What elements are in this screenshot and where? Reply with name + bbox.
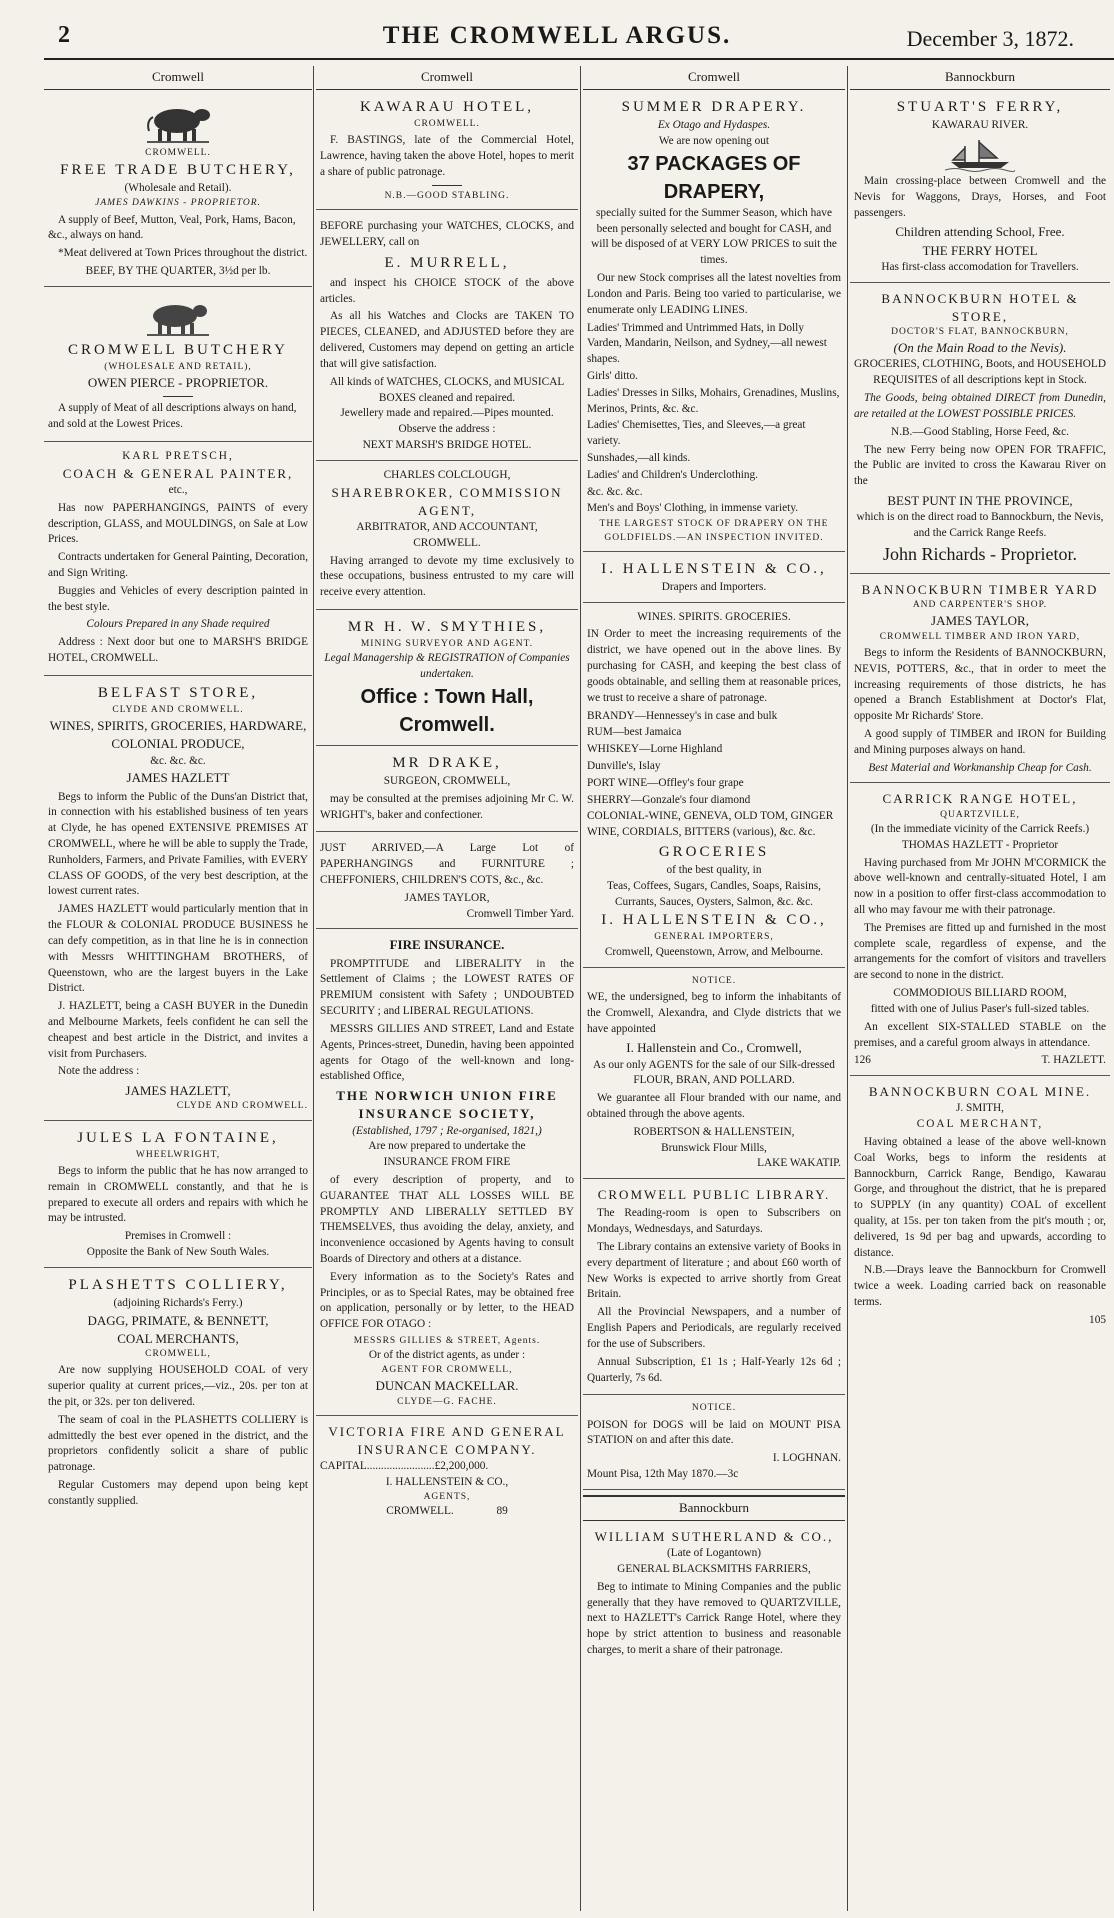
list-item: Sunshades,—all kinds. — [587, 452, 691, 464]
ad-title-2: ARBITRATOR, AND ACCOUNTANT, — [356, 520, 538, 533]
ad-free-trade-butchery — [44, 95, 312, 287]
ad-bannockburn-hotel — [850, 288, 1110, 574]
ad-agent: I. HALLENSTEIN & CO., — [385, 1476, 509, 1489]
ad-etc: &c. &c. &c. — [150, 754, 206, 767]
ad-name: J. SMITH, — [955, 1102, 1005, 1115]
notice-date: Mount Pisa, 12th May 1870.—3c — [587, 1468, 739, 1481]
list-item: SHERRY—Gonzale's four diamond — [587, 793, 751, 806]
ad-sutherland — [583, 1526, 845, 1667]
ad-title: BELFAST STORE, — [97, 684, 259, 701]
ad-title: FIRE INSURANCE. — [389, 937, 505, 953]
masthead — [0, 0, 1114, 58]
ship-illustration-icon — [945, 136, 1015, 172]
norwich-p2: of every description of property, and to GUARANTEE THAT ALL LOSSES WILL BE PROMPTLY AND LIBERALLY SETTLED BY THEMSELVES, thus avoiding the delay, anxiety, and inconvenience occasioned by Agents having to consult Boards of Directory and others at a distance. — [320, 1173, 574, 1266]
ad-hallenstein-drapers — [583, 557, 845, 603]
ad-italic: Best Material and Workmanship Cheap for Cash. — [868, 761, 1092, 774]
punt-line: BEST PUNT IN THE PROVINCE, — [887, 492, 1073, 508]
ad-signature-sub: CLYDE AND CROMWELL. — [176, 1101, 308, 1112]
ad-plashetts-colliery — [44, 1273, 312, 1518]
column-divider — [313, 66, 314, 1911]
library-p2: The Library contains an extensive variety of Books in every department of literature ; and about £60 worth of New Works is expected to arrive shortly from Great Britain. — [587, 1241, 841, 1301]
page-number: 2 — [58, 22, 70, 48]
ad-paragraph-2: Our new Stock comprises all the latest novelties from London and Paris. Being too varied to particularise, we enumerate only LEADING LINES. — [587, 272, 841, 316]
ad-subtitle: (WHOLESALE AND RETAIL), — [104, 361, 252, 372]
ad-cromwell-butchery — [44, 292, 312, 442]
ad-trade: COAL MERCHANT, — [916, 1118, 1044, 1131]
ad-title: CROMWELL PUBLIC LIBRARY. — [597, 1187, 831, 1203]
groceries-title: GROCERIES — [658, 844, 770, 861]
ad-place: CROMWELL. — [413, 536, 481, 549]
ad-etc: etc., — [168, 483, 188, 496]
ad-paragraph-1: specially suited for the Summer Season, which have been personally selected and bought for CASH, and will be disposed of at VERY LOW PRICES to suit the times. — [591, 206, 837, 267]
ad-paragraph-3: An excellent SIX-STALLED STABLE on the premises, and a careful groom always in attendance. — [854, 1020, 1106, 1049]
ad-taylor-furniture — [316, 837, 578, 929]
ad-pretsch-painter — [44, 447, 312, 676]
notice-signature-3: LAKE WAKATIP. — [757, 1157, 841, 1170]
ad-paragraph-2: JAMES HAZLETT would particularly mention that in the FLOUR & COLONIAL PRODUCE BUSINESS he can defy competition, as in that line he is in connection with Messrs WHITTINGHAM BROTHERS, of Queenstown, who are the largest buyers in the Lake District. — [48, 903, 308, 995]
ad-subtitle: Cromwell Timber Yard. — [466, 907, 574, 920]
norwich-p3: Every information as to the Society's Rates and Principles, or as to Special Rates, may be obtained free on application, personally or by letter, to the HEAD OFFICE FOR OTAGO : — [320, 1270, 574, 1331]
ad-paragraph-4: Jewellery made and repaired.—Pipes mounted. — [340, 407, 554, 420]
ad-title: COACH & GENERAL PAINTER, — [62, 465, 294, 481]
firm-places: Cromwell, Queenstown, Arrow, and Melbourne. — [604, 945, 824, 958]
ad-names: DAGG, PRIMATE, & BENNETT, — [87, 1312, 269, 1328]
proprietor: THOMAS HAZLETT - Proprietor — [901, 838, 1059, 851]
norwich-agent-for: AGENT FOR CROMWELL, — [381, 1365, 513, 1376]
ad-ex: Ex Otago and Hydaspes. — [657, 119, 771, 132]
ad-largest: THE LARGEST STOCK OF DRAPERY ON THE GOLDFIELDS.—AN INSPECTION INVITED. — [599, 519, 829, 543]
notice-paragraph-1: WE, the undersigned, beg to inform the inhabitants of the Cromwell, Alexandra, and Clyde districts that we have appointed — [587, 990, 841, 1035]
ad-italic: Legal Managership & REGISTRATION of Companies undertaken. — [324, 652, 570, 681]
library-p3: All the Provincial Newspapers, and a number of English Papers and Periodicals, are regularly received for the use of Subscribers. — [587, 1306, 841, 1350]
capital-value: £2,200,000. — [434, 1460, 489, 1473]
column-1 — [44, 66, 312, 1911]
ad-nb: N.B.—Drays leave the Bannockburn for Cromwell twice a week. Loading carried back on reasonable terms. — [854, 1264, 1106, 1309]
ad-body: F. BASTINGS, late of the Commercial Hotel, Lawrence, having taken the above Hotel, hopes to merit a share of public patronage. — [320, 134, 574, 179]
ad-open: We are now opening out — [658, 135, 770, 147]
ad-name: JAMES TAYLOR, — [404, 891, 490, 904]
ad-title: VICTORIA FIRE AND GENERAL INSURANCE COMPANY. — [328, 1423, 566, 1458]
list-item: BRANDY—Hennessey's in case and bulk — [587, 709, 778, 722]
norwich-agents: MESSRS GILLIES & STREET, Agents. — [353, 1336, 541, 1347]
column-heading: Bannockburn — [850, 66, 1110, 90]
capital-line: CAPITAL........................£2,200,000. — [320, 1460, 489, 1473]
library-p1: The Reading-room is open to Subscribers on Mondays, Wednesdays, and Saturdays. — [587, 1207, 841, 1236]
ad-subtitle: (Late of Logantown) — [666, 1547, 762, 1560]
ad-body: GROCERIES, CLOTHING, Boots, and HOUSEHOLD REQUISITES of all descriptions kept in Stock. — [854, 358, 1106, 387]
ad-number: 126 — [854, 1054, 871, 1067]
column-heading: Cromwell — [583, 66, 845, 90]
masthead-rule — [44, 58, 1114, 60]
ad-title: CROMWELL BUTCHERY — [67, 341, 289, 358]
ad-paragraph-1: IN Order to meet the increasing requirements of the district, we have opened out in the above lines. By purchasing for CASH, and keeping the best class of goods obtainable, and selling them at reasonable prices, we trust to receive a share of patronage. — [587, 628, 841, 704]
ad-number: 105 — [1089, 1313, 1106, 1326]
notice-firm: I. Hallenstein and Co., Cromwell, — [626, 1040, 802, 1056]
list-item: Men's and Boys' Clothing, in immense variety. — [587, 502, 799, 515]
ad-paragraph-3: which is on the direct road to Bannockburn, the Nevis, and the Carrick Range Reefs. — [856, 511, 1104, 539]
ad-place: CROMWELL. 89 — [386, 1505, 508, 1518]
notice-title: NOTICE. — [691, 1403, 737, 1414]
ad-timber-yard — [850, 579, 1110, 783]
notice-paragraph-2: As our only AGENTS for the sale of our Silk-dressed — [593, 1058, 835, 1071]
ad-body-2: A good supply of TIMBER and IRON for Building and Mining purposes always on hand. — [854, 728, 1106, 756]
ad-italic: (On the Main Road to the Nevis). — [893, 340, 1067, 356]
ad-murrell-watches — [316, 215, 578, 461]
ad-colclough — [316, 466, 578, 610]
ad-subtitle: KAWARAU RIVER. — [931, 119, 1029, 132]
ad-body: may be consulted at the premises adjoining Mr C. W. WRIGHT's, baker and confectioner. — [320, 792, 574, 821]
ad-note: *Meat delivered at Town Prices throughout the district. — [58, 247, 308, 260]
column-divider — [580, 66, 581, 1911]
ad-stuarts-ferry — [850, 95, 1110, 282]
proprietor: John Richards - Proprietor. — [883, 543, 1077, 564]
ad-wines-spirits — [583, 608, 845, 968]
notice-signature: I. LOGHNAN. — [772, 1452, 841, 1465]
ad-title: MR H. W. SMYTHIES, — [347, 619, 547, 636]
notice-signature-2: Brunswick Flour Mills, — [661, 1141, 767, 1154]
ad-summer-drapery — [583, 95, 845, 552]
ad-public-library — [583, 1184, 845, 1395]
proprietor: OWEN PIERCE - PROPRIETOR. — [87, 375, 269, 391]
premises-label: Premises in Cromwell : — [124, 1230, 232, 1243]
ad-title: CARRICK RANGE HOTEL, — [882, 791, 1078, 807]
firm-name: I. HALLENSTEIN & CO., — [601, 560, 827, 577]
list-item: &c. &c. &c. — [587, 485, 643, 498]
ad-body: PROMPTITUDE and LIBERALITY in the Settlement of Claims ; the LOWEST RATES OF PREMIUM consistent with Safety ; UNDOUBTED SECURITY ; and LIBERAL REGULATIONS. — [320, 957, 574, 1018]
ad-paragraph-3: J. HAZLETT, being a CASH BUYER in the Dunedin and Melbourne Markets, feels confident he can sell the cheapest and best article in the District, and invites a visit from Purchasers. — [48, 1000, 308, 1060]
ad-paragraph-1: Begs to inform the Public of the Duns'an District that, in connection with his established business of ten years at Clyde, he has opened EXTENSIVE PREMISES AT CROMWELL, where he will be able to supply the Trade, Runholders, Farmers, and Private Families, with EVERY CLASS OF GOODS, of the very best description, at the lowest current rates. — [48, 790, 308, 898]
place-label: CROMWELL. — [145, 148, 211, 159]
ad-body: A supply of Meat of all descriptions always on hand, and sold at the Lowest Prices. — [48, 402, 297, 431]
firm-subtitle: Drapers and Importers. — [661, 580, 767, 593]
ad-body: A supply of Beef, Mutton, Veal, Pork, Hams, Bacon, &c., always on hand. — [48, 213, 296, 242]
notice-goods: FLOUR, BRAN, AND POLLARD. — [633, 1074, 795, 1087]
ad-name: JAMES HAZLETT — [126, 770, 230, 786]
office-line: Office : Town Hall, Cromwell. — [360, 685, 534, 736]
list-item: Ladies' Chemisettes, Ties, and Sleeves,—a great variety. — [587, 419, 806, 448]
ad-body-3: Buggies and Vehicles of every description painted in the best style. — [48, 584, 308, 613]
ad-subtitle-2: (In the immediate vicinity of the Carrick Reefs.) — [870, 822, 1090, 835]
list-item: Ladies' and Children's Underclothing. — [587, 468, 758, 481]
ad-subtitle: CLYDE AND CROMWELL. — [112, 704, 244, 715]
premises-address: Opposite the Bank of New South Wales. — [86, 1246, 270, 1259]
notice-signature: ROBERTSON & HALLENSTEIN, — [633, 1125, 795, 1138]
norwich-mackellar: DUNCAN MACKELLAR. — [375, 1378, 519, 1394]
ox-illustration-icon — [143, 296, 213, 338]
ad-place: CROMWELL, — [145, 1349, 211, 1360]
groceries-quality: of the best quality, in — [666, 864, 762, 877]
ad-name: JAMES TAYLOR, — [931, 613, 1029, 629]
notice-paragraph-3: We guarantee all Flour branded with our name, and obtained through the above agents. — [587, 1092, 841, 1120]
ad-note: Note the address : — [58, 1065, 140, 1078]
ad-body: Beg to intimate to Mining Companies and the public generally that they have removed to QUARTZVILLE, next to HAZLETT's Carrick Range Hotel, where they hope by strict attention to business and reasonable charges, to merit a share of their patronage. — [587, 1580, 841, 1657]
ad-poison-notice — [583, 1400, 845, 1490]
ad-agents-label: AGENTS, — [423, 1491, 471, 1502]
ad-victoria-insurance — [316, 1421, 578, 1526]
section-heading: Bannockburn — [583, 1495, 845, 1521]
list-item: RUM—best Jamaica — [587, 726, 682, 739]
ad-title: WINES. SPIRITS. GROCERIES. — [637, 610, 791, 623]
ad-subtitle: (Wholesale and Retail). — [124, 182, 232, 195]
ad-title: BANNOCKBURN HOTEL & STORE, — [881, 290, 1079, 324]
ad-paragraph-3: Regular Customers may depend upon being kept constantly supplied. — [48, 1479, 308, 1507]
ad-drake-surgeon — [316, 751, 578, 832]
ad-title: BANNOCKBURN TIMBER YARD — [861, 581, 1099, 597]
ferry-hotel: THE FERRY HOTEL — [922, 242, 1038, 258]
ad-paragraph-2: As all his Watches and Clocks are TAKEN TO PIECES, CLEANED, and ADJUSTED before they are delivered, Customers may depend on getting an article that will give satisfaction. — [320, 310, 574, 370]
norwich-p1b: INSURANCE FROM FIRE — [383, 1156, 511, 1169]
ad-nb: N.B.—Good Stabling, Horse Feed, &c. — [891, 425, 1069, 438]
ad-signature: JAMES HAZLETT, — [125, 1083, 231, 1099]
item-list — [587, 709, 841, 842]
ad-paragraph-2: The Premises are fitted up and furnished in the most complete scale, regardless of expense, and the arrangements for the comfort of visitors and travellers are second to none in the district. — [854, 921, 1106, 982]
newspaper-title: THE CROMWELL ARGUS. — [382, 22, 732, 49]
column-3 — [583, 66, 845, 1911]
firm-subtitle: GENERAL IMPORTERS, — [654, 932, 774, 943]
billiard-line: COMMODIOUS BILLIARD ROOM, — [893, 987, 1067, 1000]
ad-name: KARL PRETSCH, — [122, 449, 234, 462]
ad-intro: BEFORE purchasing your WATCHES, CLOCKS, and JEWELLERY, call on — [320, 220, 574, 249]
ad-italic-2: The Goods, being obtained DIRECT from Dunedin, are retailed at the LOWEST POSSIBLE PRICES. — [854, 392, 1106, 420]
ad-signature: T. HAZLETT. — [1041, 1054, 1106, 1067]
ad-title: SHAREBROKER, COMMISSION AGENT, — [331, 484, 563, 518]
ad-la-fontaine — [44, 1126, 312, 1268]
ad-number: 89 — [496, 1505, 508, 1518]
ad-body: Having obtained a lease of the above well-known Coal Works, begs to inform the residents at Bannockburn, Carrick Range, Bendigo, Kawarau Gorge, and throughout the district, that he is prepared to SUPPLY (in any quantity) COAL of excellent quality, at 15s. per ton taken from the pit's mouth ; or, delivered, 1s 9d per bag and upwards, according to distance. — [854, 1135, 1106, 1259]
ad-subtitle: AND CARPENTER'S SHOP. — [912, 600, 1048, 611]
ad-subtitle: MINING SURVEYOR AND AGENT. — [360, 639, 534, 650]
billiard-line-2: fitted with one of Julius Paser's full-sized tables. — [870, 1002, 1090, 1015]
groceries-items: Teas, Coffees, Sugars, Candles, Soaps, Raisins, Currants, Sauces, Oysters, Salmon, &c. &c. — [607, 879, 821, 908]
ad-carrick-range-hotel — [850, 788, 1110, 1076]
ad-title: PLASHETTS COLLIERY, — [68, 1276, 288, 1293]
ad-goods: WINES, SPIRITS, GROCERIES, HARDWARE, COLONIAL PRODUCE, — [49, 718, 307, 752]
column-heading: Cromwell — [316, 66, 578, 90]
notice-title: NOTICE. — [691, 975, 737, 986]
ad-name: E. MURRELL, — [384, 254, 510, 271]
library-p4: Annual Subscription, £1 1s ; Half-Yearly 12s 6d ; Quarterly, 7s 6d. — [587, 1355, 841, 1384]
gillies-body: MESSRS GILLIES AND STREET, Land and Estate Agents, Princes-street, Dunedin, having been appointed agents for Otago of the well-known and long-established Office, — [320, 1022, 574, 1083]
ad-headline: 37 PACKAGES OF DRAPERY, — [627, 152, 801, 203]
ad-address: NEXT MARSH'S BRIDGE HOTEL. — [362, 438, 532, 451]
ad-body: Having arranged to devote my time exclusively to these occupations, business entrusted to my care will receive every attention. — [320, 554, 574, 599]
ad-belfast-store — [44, 681, 312, 1121]
ad-body: Begs to inform the public that he has now arranged to remain in CROMWELL constantly, and that he is prepared to execute all orders and repairs with which he may be intrusted. — [48, 1164, 308, 1225]
ad-name: CHARLES COLCLOUGH, — [383, 468, 511, 481]
ad-body-2: Contracts undertaken for General Painting, Decoration, and Sign Writing. — [48, 551, 309, 580]
ad-body: JUST ARRIVED,—A Large Lot of PAPERHANGINGS and FURNITURE ; CHEFFONIERS, CHILDREN'S COTS, &c., &c. — [320, 842, 574, 887]
school-line: Children attending School, Free. — [895, 224, 1065, 240]
list-item: Dunville's, Islay — [587, 759, 661, 772]
ad-subtitle: CROMWELL. — [414, 119, 480, 130]
ad-flour-notice — [583, 973, 845, 1180]
ad-footer — [854, 1053, 1106, 1069]
ad-paragraph-1: Are now supplying HOUSEHOLD COAL of very superior quality at current prices,—viz., 20s. per ton at the pit, or 32s. per ton delivered. — [48, 1364, 308, 1408]
item-list — [587, 321, 841, 518]
list-item: Ladies' Trimmed and Untrimmed Hats, in Dolly Varden, Mandarin, Neilson, and Sydney,—all newest shapes. — [587, 321, 827, 366]
norwich-or: Or of the district agents, as under : — [368, 1349, 526, 1362]
list-item: Girls' ditto. — [587, 369, 638, 382]
column-heading: Cromwell — [44, 66, 312, 90]
list-item: PORT WINE—Offley's four grape — [587, 776, 744, 789]
ad-subtitle: WHEELWRIGHT, — [135, 1149, 221, 1160]
firm-name: I. HALLENSTEIN & CO., — [601, 912, 827, 929]
ad-body: Main crossing-place between Cromwell and the Nevis for Waggons, Drays, Horses, and Foot passengers. — [854, 175, 1106, 219]
price-line: BEEF, BY THE QUARTER, 3½d per lb. — [85, 265, 271, 278]
norwich-p1: Are now prepared to undertake the — [368, 1140, 526, 1153]
ad-paragraph-3: All kinds of WATCHES, CLOCKS, and MUSICAL BOXES cleaned and repaired. — [329, 375, 565, 404]
ad-subtitle-2: CROMWELL TIMBER AND IRON YARD, — [879, 631, 1081, 642]
bull-illustration-icon — [143, 99, 213, 145]
ad-paragraph-2: The seam of coal in the PLASHETTS COLLIERY is admittedly the best ever opened in the district, and the proprietors confidently solicit a share of public patronage. — [48, 1413, 308, 1474]
column-4 — [850, 66, 1110, 1911]
issue-date: December 3, 1872. — [906, 26, 1074, 51]
column-2 — [316, 66, 578, 1911]
ad-trade: COAL MERCHANTS, — [117, 1330, 239, 1346]
capital-label: CAPITAL — [320, 1460, 367, 1473]
ad-paragraph-2: The new Ferry being now OPEN FOR TRAFFIC, the Public are invited to cross the Kawarau River on the — [854, 443, 1106, 488]
list-item: COLONIAL-WINE, GENEVA, OLD TOM, GINGER WINE, CORDIALS, BITTERS (various), &c. &c. — [587, 810, 834, 839]
ad-subtitle: (adjoining Richards's Ferry.) — [113, 1296, 243, 1309]
ad-smythies — [316, 615, 578, 746]
notice-body: POISON for DOGS will be laid on MOUNT PISA STATION on and after this date. — [587, 1418, 841, 1447]
ad-tagline: Colours Prepared in any Shade required — [86, 618, 270, 631]
ad-title: FREE TRADE BUTCHERY, — [60, 162, 296, 179]
ferry-hotel-sub: Has first-class accomodation for Travellers. — [881, 260, 1079, 273]
ad-title: KAWARAU HOTEL, — [359, 99, 535, 116]
ad-title: JULES LA FONTAINE, — [77, 1129, 279, 1146]
ad-title: SUMMER DRAPERY. — [621, 99, 807, 116]
ad-title: STUART'S FERRY, — [896, 99, 1064, 116]
ad-fire-insurance — [316, 934, 578, 1416]
ad-subtitle: DOCTOR'S FLAT, BANNOCKBURN, — [891, 327, 1069, 337]
ad-subtitle: QUARTZVILLE, — [940, 809, 1020, 820]
proprietor: JAMES DAWKINS - PROPRIETOR. — [95, 198, 261, 209]
ad-body: Begs to inform the Residents of BANNOCKBURN, NEVIS, POTTERS, &c., that in order to meet the increasing requirements of those districts, he has opened a Branch Establishment at Doctor's Flat, opposite Mr Richards' Store. — [854, 646, 1106, 723]
column-divider — [847, 66, 848, 1911]
ad-coal-mine — [850, 1081, 1110, 1335]
ad-nb: N.B.—GOOD STABLING. — [384, 190, 510, 201]
norwich-title: THE NORWICH UNION FIRE INSURANCE SOCIETY, — [336, 1088, 558, 1122]
ad-title: MR DRAKE, — [392, 754, 502, 771]
ad-title: BANNOCKBURN COAL MINE. — [868, 1084, 1092, 1100]
ad-paragraph-1: and inspect his CHOICE STOCK of the above articles. — [320, 276, 574, 305]
ad-trade: GENERAL BLACKSMITHS FARRIERS, — [617, 1563, 811, 1576]
ad-paragraph-1: Having purchased from Mr JOHN M'CORMICK the above well-known and centrally-situated Hotel, I am now in a position to offer first-class accommodation to all who may favour me with their patronage. — [854, 856, 1106, 916]
ad-kawarau-hotel — [316, 95, 578, 210]
norwich-established: (Established, 1797 ; Re-organised, 1821,) — [352, 1124, 542, 1137]
ad-address: Address : Next door but one to MARSH'S BRIDGE HOTEL, CROMWELL. — [48, 636, 308, 665]
ad-subtitle: SURGEON, CROMWELL, — [383, 774, 511, 787]
list-item: Ladies' Dresses in Silks, Mohairs, Grenadines, Muslins, Merinos, Prints, &c. &c. — [587, 386, 840, 415]
ad-observe: Observe the address : — [398, 423, 496, 436]
norwich-clyde: CLYDE—G. FACHE. — [397, 1396, 497, 1407]
list-item: WHISKEY—Lorne Highland — [587, 743, 723, 756]
ad-title: WILLIAM SUTHERLAND & CO., — [594, 1529, 834, 1545]
ad-body: Has now PAPERHANGINGS, PAINTS of every description, GLASS, and MOULDINGS, on Sale at Low Prices. — [48, 501, 308, 546]
